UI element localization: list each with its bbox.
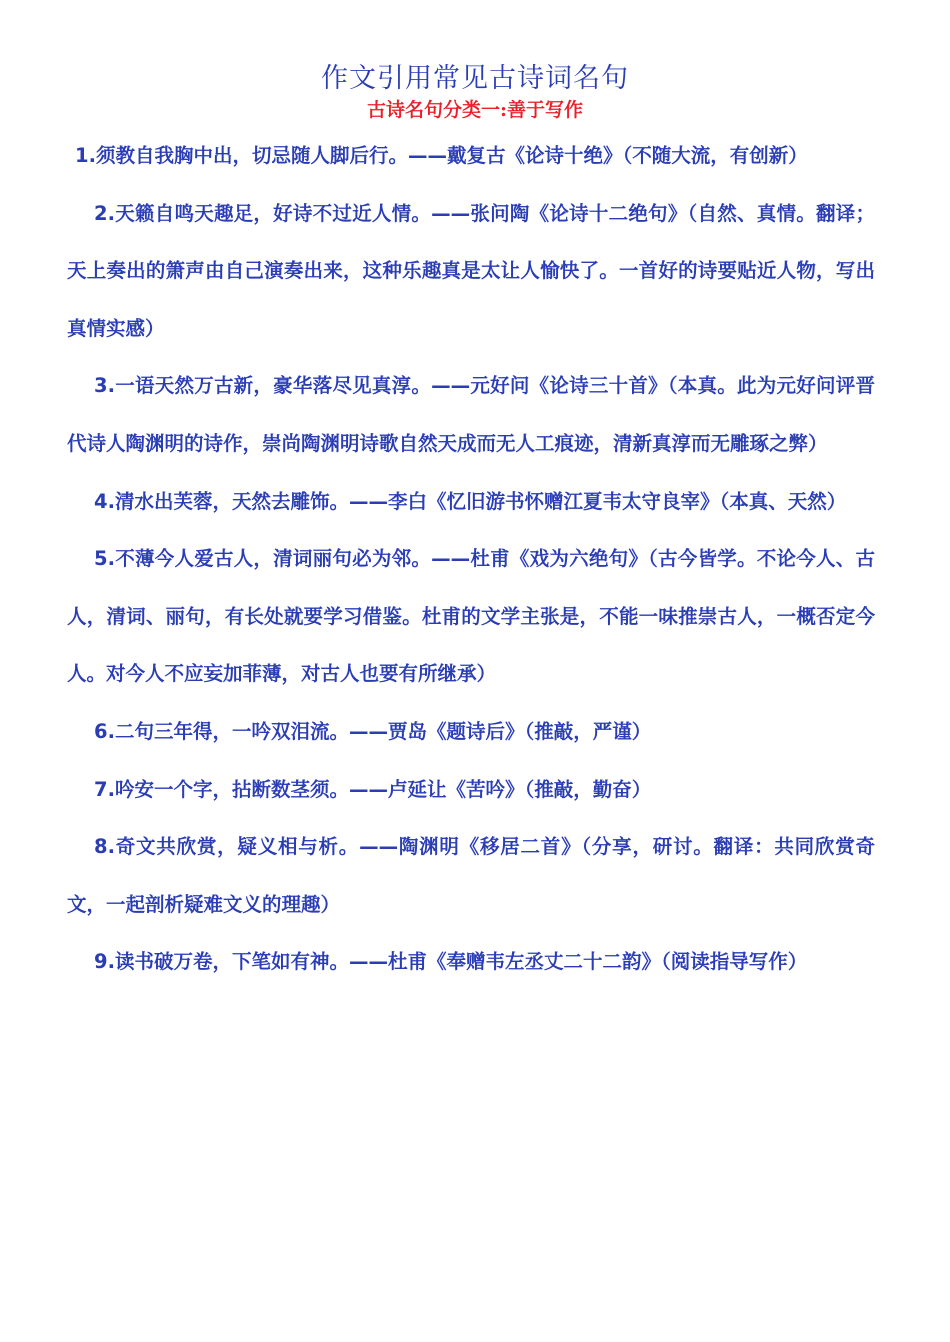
poem-item-7: 7.吟安一个字，拈断数茎须。——卢延让《苦吟》（推敲，勤奋） <box>94 777 652 801</box>
poem-item-3: 3.一语天然万古新，豪华落尽见真淳。——元好问《论诗三十首》（本真。此为元好问评晋代诗人陶渊明的诗作，崇尚陶渊明诗歌自然天成而无人工痕迹，清新真淳而无雕琢之弊） <box>67 374 875 455</box>
poem-item-9: 9.读书破万卷，下笔如有神。——杜甫《奉赠韦左丞丈二十二韵》（阅读指导写作） <box>94 950 808 974</box>
poem-item-4: 4.清水出芙蓉，天然去雕饰。——李白《忆旧游书怀赠江夏韦太守良宰》（本真、天然） <box>94 489 847 513</box>
poem-item-1: 1.须教自我胸中出，切忌随人脚后行。——戴复古《论诗十绝》（不随大流，有创新） <box>75 144 808 167</box>
poem-item-5: 5.不薄今人爱古人，清词丽句必为邻。——杜甫《戏为六绝句》（古今皆学。不论今人、古人，清词、丽句，有长处就要学习借鉴。杜甫的文学主张是，不能一味推崇古人，一概否定今人。对今人不应妄加菲薄，对古人也要有所继承） <box>67 547 875 686</box>
poem-item-2: 2.天籁自鸣天趣足，好诗不过近人情。——张问陶《论诗十二绝句》（自然、真情。翻译；天上奏出的箫声由自己演奏出来，这种乐趣真是太让人愉快了。一首好的诗要贴近人物，写出真情实感） <box>67 201 875 340</box>
section-subtitle: 古诗名句分类一:善于写作 <box>366 99 583 121</box>
poem-item-8: 8.奇文共欣赏，疑义相与析。——陶渊明《移居二首》（分享，研讨。翻译：共同欣赏奇文，一起剖析疑难文义的理趣） <box>67 835 875 916</box>
poem-item-6: 6.二句三年得，一吟双泪流。——贾岛《题诗后》（推敲，严谨） <box>94 719 652 743</box>
poem-list <box>67 127 875 991</box>
page-title: 作文引用常见古诗词名句 <box>321 63 629 94</box>
